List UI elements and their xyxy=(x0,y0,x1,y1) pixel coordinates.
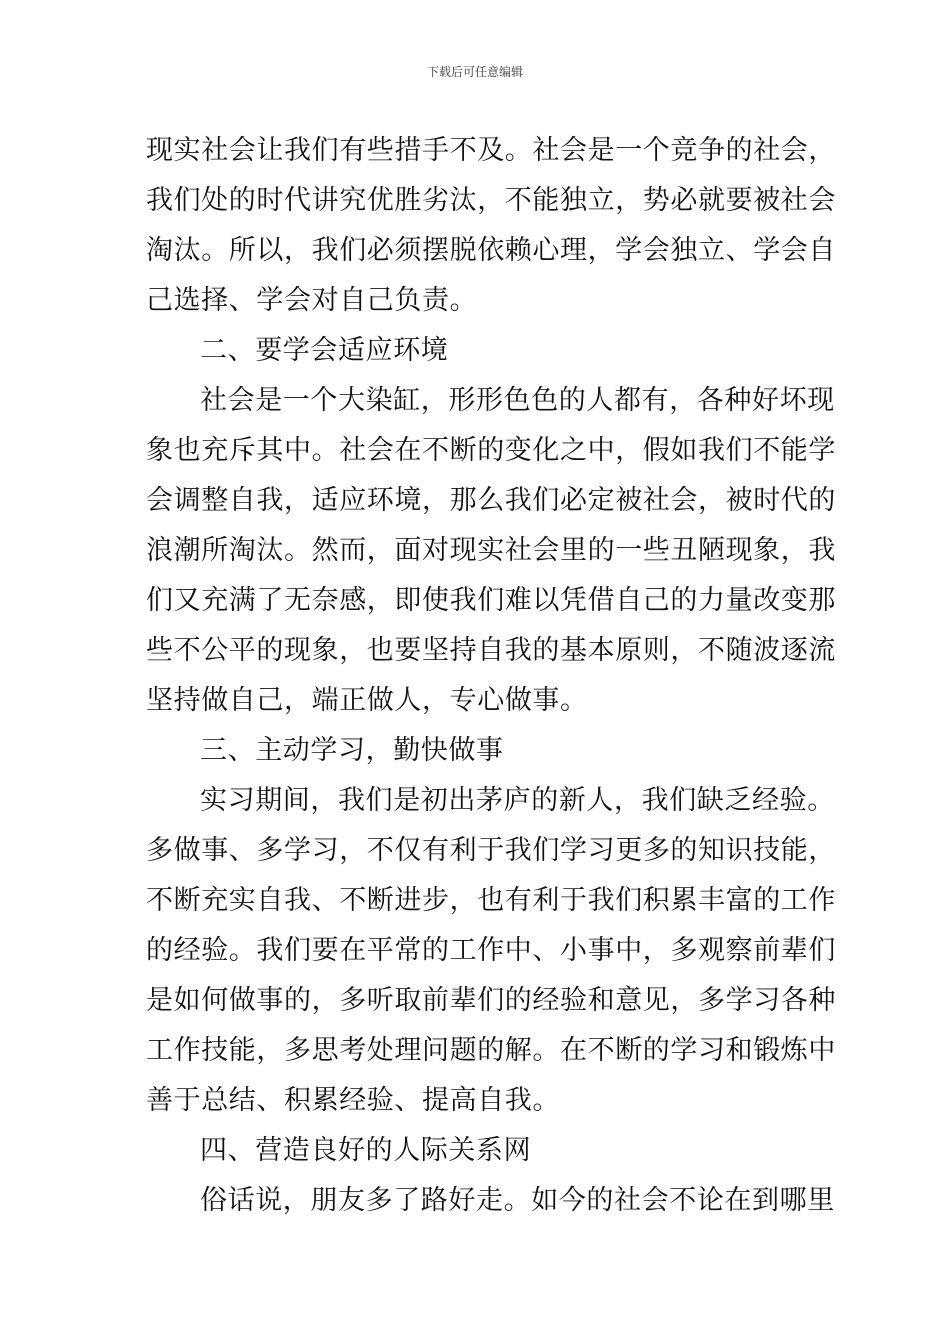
text-line: 多做事、多学习，不仅有利于我们学习更多的知识技能， xyxy=(146,835,836,866)
text-line: 现实社会让我们有些措手不及。社会是一个竞争的社会， xyxy=(146,135,836,166)
text-line: 实习期间，我们是初出茅庐的新人，我们缺乏经验。 xyxy=(200,785,835,816)
text-line: 社会是一个大染缸，形形色色的人都有，各种好坏现 xyxy=(200,385,835,416)
text-line: 己选择、学会对自己负责。 xyxy=(146,285,478,316)
text-line: 坚持做自己，端正做人，专心做事。 xyxy=(146,685,588,716)
section-heading: 三、主动学习，勤快做事 xyxy=(200,735,504,766)
text-line: 工作技能，多思考处理问题的解。在不断的学习和锻炼中 xyxy=(146,1035,836,1066)
text-line: 些不公平的现象，也要坚持自我的基本原则，不随波逐流 xyxy=(146,635,836,666)
text-line: 象也充斥其中。社会在不断的变化之中，假如我们不能学 xyxy=(146,435,836,466)
text-line: 会调整自我，适应环境，那么我们必定被社会，被时代的 xyxy=(146,485,836,516)
section-heading: 二、要学会适应环境 xyxy=(200,335,449,366)
text-line: 俗话说，朋友多了路好走。如今的社会不论在到哪里 xyxy=(200,1185,835,1216)
page-header: 下载后可任意编辑 xyxy=(426,65,523,79)
text-line: 浪潮所淘汰。然而，面对现实社会里的一些丑陋现象，我 xyxy=(146,535,836,566)
text-line: 是如何做事的，多听取前辈们的经验和意见，多学习各种 xyxy=(146,985,836,1016)
text-line: 淘汰。所以，我们必须摆脱依赖心理，学会独立、学会自 xyxy=(146,235,836,266)
text-line: 善于总结、积累经验、提高自我。 xyxy=(146,1085,560,1116)
text-line: 们又充满了无奈感，即使我们难以凭借自己的力量改变那 xyxy=(146,585,836,616)
section-heading: 四、营造良好的人际关系网 xyxy=(200,1135,532,1166)
text-line: 的经验。我们要在平常的工作中、小事中，多观察前辈们 xyxy=(146,935,836,966)
text-line: 我们处的时代讲究优胜劣汰，不能独立，势必就要被社会 xyxy=(146,185,836,216)
document-body xyxy=(146,126,836,1226)
text-line: 不断充实自我、不断进步，也有利于我们积累丰富的工作 xyxy=(146,885,836,916)
